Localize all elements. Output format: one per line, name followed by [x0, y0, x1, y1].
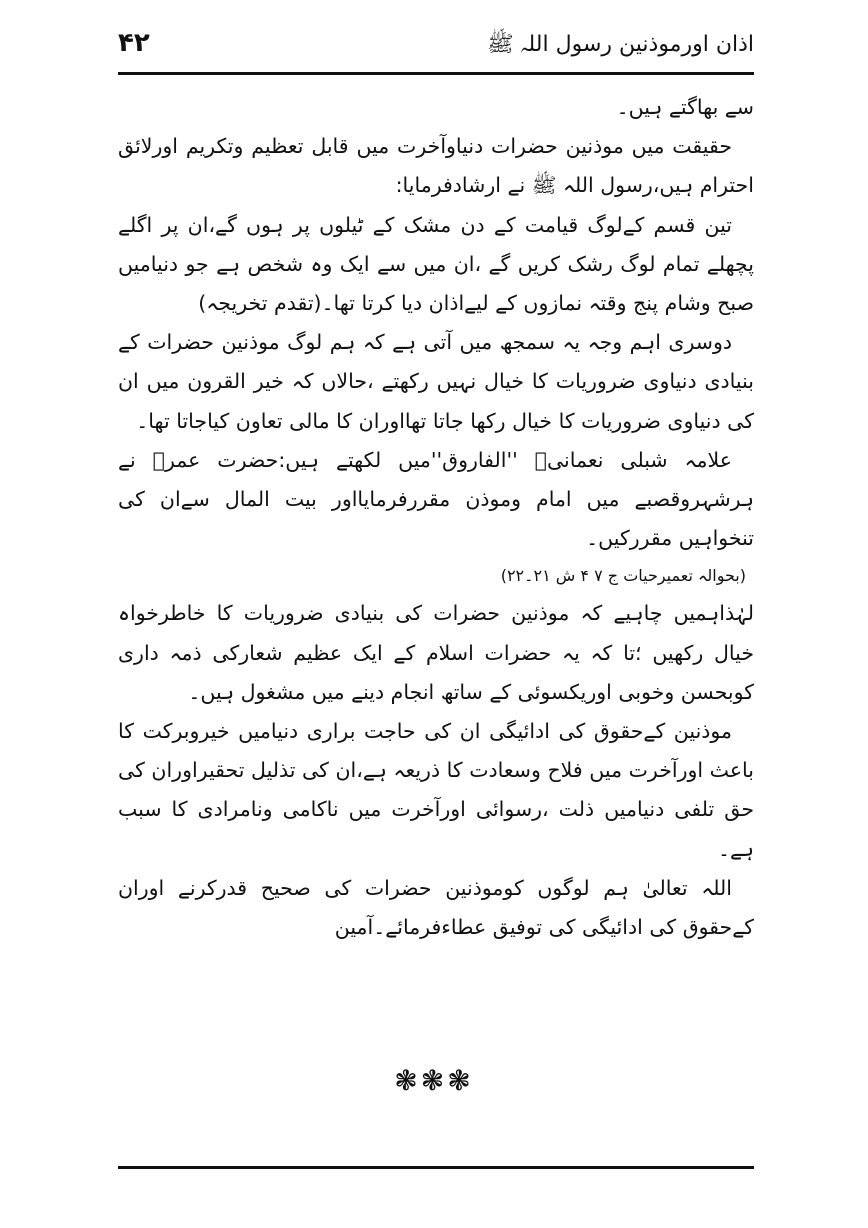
- paragraph-dua: اللہ تعالیٰ ہم لوگوں کوموذنین حضرات کی صحیح قدرکرنے اوران کےحقوق کی ادائیگی کی توفیق عطاءفرمائے۔آمین: [118, 875, 754, 940]
- body-text: [118, 88, 754, 947]
- page-header: [118, 26, 754, 72]
- paragraph-second-reason: دوسری اہم وجہ یہ سمجھ میں آتی ہے کہ ہم لوگ موذنین حضرات کے بنیادی دنیاوی ضروریات کا خیال نہیں رکھتے ،حالاں کہ خیر القرون میں ان کی دنیاوی ضروریات کا خیال رکھا جاتا تھااوران کا مالی تعاون کیاجاتا تھا۔: [118, 330, 754, 433]
- paragraph-muazzin-honor: حقیقت میں موذنین حضرات دنیاوآخرت میں قابل تعظیم وتکریم اورلائق احترام ہیں،رسول اللہ ﷺ نے ارشادفرمایا:: [118, 134, 754, 198]
- paragraph-al-farooq: علامہ شبلی نعمانیؒ ''الفاروق''میں لکھتے ہیں:حضرت عمرؓ نے ہرشہروقصبے میں امام وموذن مقررفرمایااور بیت المال سےان کی تنخواہیں مقررکیں۔: [118, 447, 754, 551]
- paragraph-recommendation: لہٰذاہمیں چاہیے کہ موذنین حضرات کی بنیادی ضروریات کا خاطرخواہ خیال رکھیں ؛تا کہ یہ حضرات اسلام کے ایک عظیم شعارکی ذمہ داری کوبحسن وخوبی اوریکسوئی کے ساتھ انجام دینے میں مشغول ہیں۔: [118, 601, 754, 704]
- section-end-ornament: ❃❃❃: [394, 1064, 474, 1097]
- paragraph-continuation: سے بھاگتے ہیں۔: [616, 95, 754, 119]
- paragraph-rights: موذنین کےحقوق کی ادائیگی ان کی حاجت براری دنیامیں خیروبرکت کا باعث اورآخرت میں فلاح وسعادت کا ذریعہ ہے،ان کی تذلیل تحقیراوران کی حق تلفی دنیامیں ذلت ،رسوائی اورآخرت میں ناکامی ونامرادی کا سبب ہے۔: [118, 719, 754, 861]
- running-title: اذان اورموذنین رسول اللہ ﷺ: [487, 32, 754, 57]
- header-divider: [118, 72, 754, 75]
- reference-citation: (بحوالہ تعمیرحیات ج ۷ ۴ ش ۲۱۔۲۲): [500, 566, 746, 586]
- footer-divider: [118, 1166, 754, 1169]
- page-number: ۴۲: [118, 28, 150, 58]
- paragraph-hadith: تین قسم کےلوگ قیامت کے دن مشک کے ٹیلوں پر ہوں گے،ان پر اگلے پچھلے تمام لوگ رشک کریں گے ،ان میں سے ایک وہ شخص ہے جو دنیامیں صبح وشام پنج وقتہ نمازوں کے لیےاذان دیا کرتا تھا۔(تقدم تخریجہ): [118, 212, 754, 316]
